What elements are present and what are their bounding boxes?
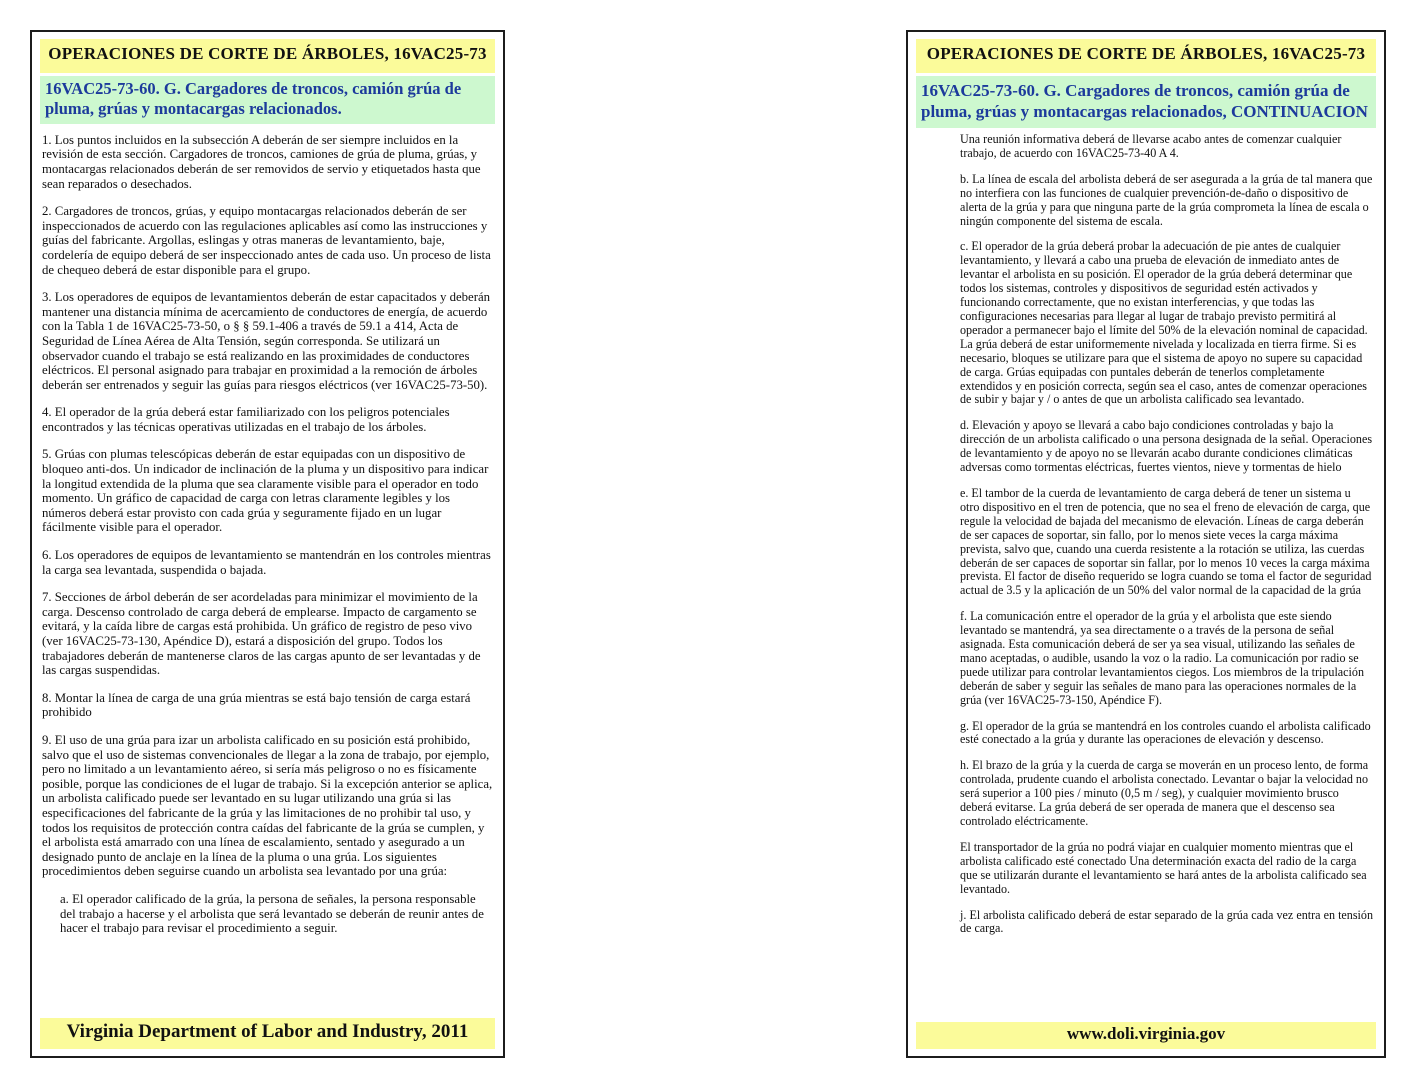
footer-banner xyxy=(916,1022,1376,1049)
footer-banner xyxy=(40,1018,495,1049)
paragraph: e. El tambor de la cuerda de levantamiento de carga deberá de tener un sistema u otro dispositivo en el tren de potencia, que no sea el freno de elevación de carga, que regule la velocidad de bajada del mecanismo de elevación. Líneas de carga deberán de ser capaces de soportar, sin fallo, por lo menos siete veces la carga máxima prevista, salvo que, cuando una cuerda resistente a la rotación se utiliza, las cuerdas deberán de ser capaces de soportar sin fallar, por lo menos 10 veces la carga máxima prevista. El factor de diseño requerido se logra cuando se toma el factor de seguridad actual de 3.5 y la aplicación de un 50% del valor normal de la capacidad de la grúa xyxy=(960,485,1372,598)
paragraph: 7. Secciones de árbol deberán de ser acordeladas para minimizar el movimiento de la carga. Descenso controlado de carga deberá de emplearse. Impacto de cargamento se evitará, y la caída libre de cargas está prohibida. Un gráfico de registro de peso vivo (ver 16VAC25-73-130, Apéndice D), estará a disposición del grupo. Todos los trabajadores deberán de mantenerse claros de las cargas apunto de ser levantadas y de las cargas suspendidas. xyxy=(42,590,481,678)
page-title: OPERACIONES DE CORTE DE ÁRBOLES, 16VAC25-73 xyxy=(926,44,1366,63)
paragraph: 6. Los operadores de equipos de levantamiento se mantendrán en los controles mientras la carga sea levantada, suspendida o bajada. xyxy=(42,548,491,577)
paragraph: 9. El uso de una grúa para izar un arbolista calificado en su posición está prohibido, salvo que el uso de sistemas convencionales de llegar a la zona de trabajo, por ejemplo, pero no limitado a un levantamiento aéreo, si sería más peligroso o no es físicamente posible, porque las condiciones de el lugar de trabajo. Si la excepción anterior se aplica, un arbolista calificado puede ser levantado en su lugar utilizando una grúa si las especificaciones del fabricante de la grúa y las limitaciones de no prohibir tal uso, y todos los requisitos de protección contra caídas del fabricante de la grúa se cumplen, y el arbolista está amarrado con una línea de escalamiento, sentado y asegurado a un designado punto de anclaje en la línea de la pluma o una grúa. Los siguientes procedimientos deben seguirse cuando un arbolista sea levantado por una grúa: xyxy=(42,732,493,879)
paragraph: a. El operador calificado de la grúa, la persona de señales, la persona responsable del trabajo a hacerse y el arbolista que será levantado se deberán de reunir antes de hacer el trabajo para revisar el procedimiento a seguir. xyxy=(60,891,484,936)
page-title: OPERACIONES DE CORTE DE ÁRBOLES, 16VAC25-73 xyxy=(48,44,487,63)
paragraph: g. El operador de la grúa se mantendrá en los controles cuando el arbolista calificado esté conectado a la grúa y durante las operaciones de elevación y descenso. xyxy=(960,718,1371,747)
page-left xyxy=(30,30,505,1058)
section-heading-banner xyxy=(916,76,1376,129)
paragraph: 2. Cargadores de troncos, grúas, y equipo montacargas relacionados deberán de ser inspeccionados de acuerdo con las regulaciones aplicables así como las instrucciones y guías del fabricante. Argollas, eslingas y otras maneras de levantamiento, baje, cordelería de equipo deberá de ser inspeccionado antes de cada uso. Un proceso de lista de chequeo deberá de estar disponible para el grupo. xyxy=(42,204,491,277)
page-left-inner xyxy=(32,32,503,1056)
page-title-banner xyxy=(916,39,1376,73)
paragraph: El transportador de la grúa no podrá viajar en cualquier momento mientras que el arbolista calificado esté conectado Una determinación exacta del radio de la carga que se utilizarán durante el levantamiento se hará antes de la arbolista calificado sea levantado. xyxy=(960,839,1367,896)
body-text xyxy=(40,133,495,1017)
body-text xyxy=(916,133,1376,1026)
footer-text: Virginia Department of Labor and Industry, 2011 xyxy=(66,1021,469,1042)
section-heading-banner xyxy=(40,76,495,124)
page-right-inner xyxy=(908,32,1384,1056)
paragraph: 3. Los operadores de equipos de levantamientos deberán de estar capacitados y deberán mantener una distancia mínima de acercamiento de conductores de energía, de acuerdo con la Tabla 1 de 16VAC25-73-50, o § § 59.1-406 a través de 59.1 a 414, Acta de Seguridad de Línea Aérea de Alta Tensión, según corresponda. Se utilizará un observador cuando el trabajo se está realizando en las proximidades de conductores eléctricos. El personal asignado para trabajar en proximidad a la remoción de árboles deberán ser entrenados y seguir las guías para riesgos eléctricos (ver 16VAC25-73-50). xyxy=(42,290,491,392)
paragraph: f. La comunicación entre el operador de la grúa y el arbolista que este siendo levantado se mantendrá, ya sea directamente o a través de la persona de señal asignada. Esta comunicación deberá de ser ya sea visual, utilizando las señales de mano aceptadas, o audible, usando la voz o la radio. La comunicación por radio se puede utilizar para controlar levantamientos ciegos. Los miembros de la tripulación deberán de saber y seguir las señales de mano para las operaciones normales de la grúa (ver 16VAC25-73-150, Apéndice F). xyxy=(960,609,1364,707)
section-heading: 16VAC25-73-60. G. Cargadores de troncos, camión grúa de pluma, grúas y montacargas relacionados, CONTINUACION xyxy=(921,80,1368,121)
page-right xyxy=(906,30,1386,1058)
paragraph: j. El arbolista calificado deberá de estar separado de la grúa cada vez entra en tensión de carga. xyxy=(960,907,1373,936)
footer-website: www.doli.virginia.gov xyxy=(1066,1024,1226,1043)
page-title-banner xyxy=(40,39,495,73)
section-heading: 16VAC25-73-60. G. Cargadores de troncos, camión grúa de pluma, grúas y montacargas relacionados. xyxy=(45,78,462,118)
paragraph: b. La línea de escala del arbolista deberá de ser asegurada a la grúa de tal manera que no interfiera con las funciones de cualquier prevención-de-daño o dispositivo de alerta de la grúa y para que ninguna parte de la grúa comprometa la línea de escala o ningún componente del sistema de escala. xyxy=(960,171,1373,228)
paragraph: 4. El operador de la grúa deberá estar familiarizado con los peligros potenciales encontrados y las técnicas operativas utilizadas en el trabajo de los árboles. xyxy=(42,405,450,434)
paragraph: 8. Montar la línea de carga de una grúa mientras se está bajo tensión de carga estará prohibido xyxy=(42,690,471,720)
paragraph: Una reunión informativa deberá de llevarse acabo antes de comenzar cualquier trabajo, de acuerdo con 16VAC25-73-40 A 4. xyxy=(960,133,1342,160)
paragraph: h. El brazo de la grúa y la cuerda de carga se moverán en un proceso lento, de forma controlada, prudente cuando el arbolista conectado. Levantar o bajar la velocidad no será superior a 100 pies / minuto (0,5 m / seg), y cualquier movimiento brusco deberá evitarse. La grúa deberá de ser operada de manera que el descenso sea controlado eléctricamente. xyxy=(960,758,1369,829)
paragraph: 5. Grúas con plumas telescópicas deberán de estar equipadas con un dispositivo de bloqueo anti-dos. Un indicador de inclinación de la pluma y un dispositivo para indicar la longitud extendida de la pluma que sea claramente visible para el operador en todo momento. Un gráfico de capacidad de carga con letras claramente legibles y los números deberá estar provisto con cada grúa y seguramente fijado en un lugar fácilmente visible para el operador. xyxy=(42,447,489,535)
paragraph: c. El operador de la grúa deberá probar la adecuación de pie antes de cualquier levantamiento, y llevará a cabo una prueba de elevación de inmediato antes de levantar el arbolista en su posición. El operador de la grúa deberá determinar que todos los sistemas, controles y dispositivos de seguridad estén activados y funcionando correctamente, que no existan interferencias, y que todas las configuraciones necesarias para llegar al lugar de trabajo previsto permitirá al operador a permanecer bajo el límite del 50% de la elevación nominal de capacidad. La grúa deberá de estar uniformemente nivelada y localizada en tierra firme. Si es necesario, bloques se utilizare para que el sistema de apoyo no supere su capacidad de carga. Grúas equipadas con puntales deberán de tenerlos completamente extendidos y en posición correcta, según sea el caso, antes de comenzar operaciones de subir y bajar y / o antes de que un arbolista calificado sea levantado. xyxy=(960,239,1368,407)
paragraph: 1. Los puntos incluidos en la subsección A deberán de ser siempre incluidos en la revisión de esta sección. Cargadores de troncos, camiones de grúa de pluma, grúas, y montacargas relacionados deberán de ser removidos de servio y etiquetados hasta que sean reparados o desechados. xyxy=(42,132,481,191)
paragraph: d. Elevación y apoyo se llevará a cabo bajo condiciones controladas y bajo la dirección de un arbolista calificado o una persona designada de la señal. Operaciones de levantamiento y de apoyo no se llevarán acabo durante condiciones climáticas adversas como tormentas eléctricas, fuertes vientos, nieve y tormentas de hielo xyxy=(960,418,1373,475)
